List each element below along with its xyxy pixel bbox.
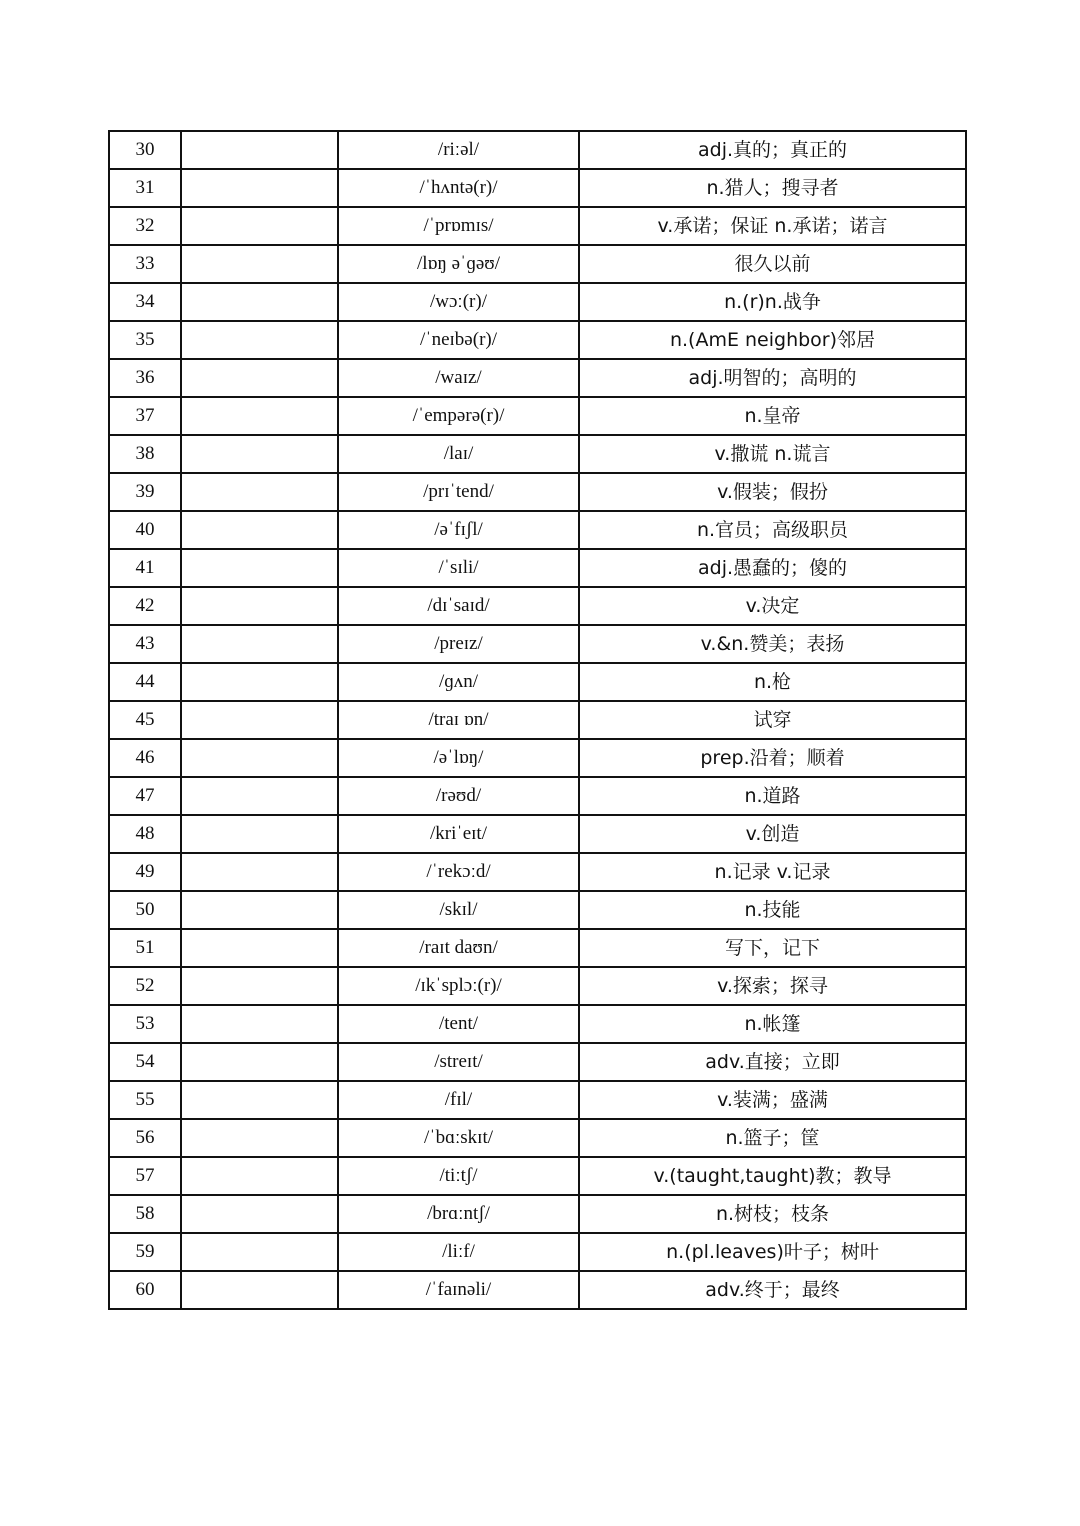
phonetic-cell: /ɡʌn/ <box>338 663 579 701</box>
phonetic-cell: /waɪz/ <box>338 359 579 397</box>
table-row <box>109 1119 966 1157</box>
word-cell <box>181 587 338 625</box>
table-row <box>109 1043 966 1081</box>
word-cell <box>181 245 338 283</box>
table-row <box>109 435 966 473</box>
word-cell <box>181 1043 338 1081</box>
word-cell <box>181 1157 338 1195</box>
table-row <box>109 321 966 359</box>
meaning-cell: adj.真的；真正的 <box>579 131 966 169</box>
row-number: 48 <box>109 815 181 853</box>
word-cell <box>181 663 338 701</box>
row-number: 51 <box>109 929 181 967</box>
phonetic-cell: /preɪz/ <box>338 625 579 663</box>
word-cell <box>181 929 338 967</box>
row-number: 49 <box>109 853 181 891</box>
phonetic-cell: /fɪl/ <box>338 1081 579 1119</box>
table-row <box>109 207 966 245</box>
row-number: 45 <box>109 701 181 739</box>
row-number: 55 <box>109 1081 181 1119</box>
word-cell <box>181 1005 338 1043</box>
row-number: 32 <box>109 207 181 245</box>
word-cell <box>181 701 338 739</box>
word-cell <box>181 967 338 1005</box>
word-cell <box>181 283 338 321</box>
meaning-cell: n.树枝；枝条 <box>579 1195 966 1233</box>
meaning-cell: v.创造 <box>579 815 966 853</box>
meaning-cell: adj.愚蠢的；傻的 <box>579 549 966 587</box>
word-cell <box>181 853 338 891</box>
meaning-cell: v.承诺；保证 n.承诺；诺言 <box>579 207 966 245</box>
table-row <box>109 245 966 283</box>
row-number: 43 <box>109 625 181 663</box>
word-cell <box>181 1119 338 1157</box>
row-number: 53 <box>109 1005 181 1043</box>
meaning-cell: v.探索；探寻 <box>579 967 966 1005</box>
word-cell <box>181 891 338 929</box>
phonetic-cell: /riːəl/ <box>338 131 579 169</box>
phonetic-cell: /ˈrekɔːd/ <box>338 853 579 891</box>
row-number: 31 <box>109 169 181 207</box>
meaning-cell: v.&n.赞美；表扬 <box>579 625 966 663</box>
phonetic-cell: /rəʊd/ <box>338 777 579 815</box>
row-number: 59 <box>109 1233 181 1271</box>
row-number: 47 <box>109 777 181 815</box>
phonetic-cell: /lɒŋ əˈɡəʊ/ <box>338 245 579 283</box>
word-cell <box>181 549 338 587</box>
meaning-cell: n.技能 <box>579 891 966 929</box>
phonetic-cell: /laɪ/ <box>338 435 579 473</box>
meaning-cell: prep.沿着；顺着 <box>579 739 966 777</box>
word-cell <box>181 473 338 511</box>
table-row <box>109 1233 966 1271</box>
table-row <box>109 777 966 815</box>
meaning-cell: 写下，记下 <box>579 929 966 967</box>
phonetic-cell: /əˈlɒŋ/ <box>338 739 579 777</box>
phonetic-cell: /əˈfɪʃl/ <box>338 511 579 549</box>
row-number: 44 <box>109 663 181 701</box>
row-number: 39 <box>109 473 181 511</box>
meaning-cell: adj.明智的；高明的 <box>579 359 966 397</box>
row-number: 30 <box>109 131 181 169</box>
word-cell <box>181 511 338 549</box>
table-row <box>109 739 966 777</box>
meaning-cell: n.道路 <box>579 777 966 815</box>
word-cell <box>181 1081 338 1119</box>
meaning-cell: n.官员；高级职员 <box>579 511 966 549</box>
phonetic-cell: /ˈhʌntə(r)/ <box>338 169 579 207</box>
row-number: 57 <box>109 1157 181 1195</box>
table-row <box>109 967 966 1005</box>
table-row <box>109 549 966 587</box>
meaning-cell: adv.终于；最终 <box>579 1271 966 1309</box>
phonetic-cell: /ˈfaɪnəli/ <box>338 1271 579 1309</box>
vocabulary-table-body <box>109 131 966 1309</box>
table-row <box>109 1195 966 1233</box>
meaning-cell: adv.直接；立即 <box>579 1043 966 1081</box>
meaning-cell: n.帐篷 <box>579 1005 966 1043</box>
phonetic-cell: /tiːtʃ/ <box>338 1157 579 1195</box>
word-cell <box>181 625 338 663</box>
row-number: 58 <box>109 1195 181 1233</box>
meaning-cell: n.篮子；筐 <box>579 1119 966 1157</box>
table-row <box>109 587 966 625</box>
table-row <box>109 283 966 321</box>
word-cell <box>181 169 338 207</box>
row-number: 50 <box>109 891 181 929</box>
row-number: 40 <box>109 511 181 549</box>
phonetic-cell: /liːf/ <box>338 1233 579 1271</box>
table-row <box>109 815 966 853</box>
phonetic-cell: /kriˈeɪt/ <box>338 815 579 853</box>
row-number: 36 <box>109 359 181 397</box>
phonetic-cell: /tent/ <box>338 1005 579 1043</box>
table-row <box>109 1157 966 1195</box>
meaning-cell: n.枪 <box>579 663 966 701</box>
word-cell <box>181 207 338 245</box>
table-row <box>109 625 966 663</box>
phonetic-cell: /skɪl/ <box>338 891 579 929</box>
row-number: 34 <box>109 283 181 321</box>
table-row <box>109 891 966 929</box>
word-cell <box>181 435 338 473</box>
word-cell <box>181 815 338 853</box>
meaning-cell: n.(r)n.战争 <box>579 283 966 321</box>
table-row <box>109 853 966 891</box>
phonetic-cell: /raɪt daʊn/ <box>338 929 579 967</box>
row-number: 60 <box>109 1271 181 1309</box>
word-cell <box>181 739 338 777</box>
phonetic-cell: /prɪˈtend/ <box>338 473 579 511</box>
row-number: 42 <box>109 587 181 625</box>
meaning-cell: v.假装；假扮 <box>579 473 966 511</box>
row-number: 56 <box>109 1119 181 1157</box>
table-row <box>109 663 966 701</box>
phonetic-cell: /ˈsɪli/ <box>338 549 579 587</box>
meaning-cell: v.决定 <box>579 587 966 625</box>
phonetic-cell: /ˈprɒmɪs/ <box>338 207 579 245</box>
meaning-cell: v.装满；盛满 <box>579 1081 966 1119</box>
row-number: 41 <box>109 549 181 587</box>
word-cell <box>181 777 338 815</box>
phonetic-cell: /ˈneɪbə(r)/ <box>338 321 579 359</box>
table-row <box>109 473 966 511</box>
table-row <box>109 1271 966 1309</box>
phonetic-cell: /ɪkˈsplɔː(r)/ <box>338 967 579 1005</box>
table-row <box>109 397 966 435</box>
table-row <box>109 131 966 169</box>
word-cell <box>181 1233 338 1271</box>
row-number: 38 <box>109 435 181 473</box>
meaning-cell: n.猎人；搜寻者 <box>579 169 966 207</box>
word-cell <box>181 1195 338 1233</box>
word-cell <box>181 397 338 435</box>
table-row <box>109 1081 966 1119</box>
meaning-cell: n.(AmE neighbor)邻居 <box>579 321 966 359</box>
phonetic-cell: /brɑːntʃ/ <box>338 1195 579 1233</box>
row-number: 54 <box>109 1043 181 1081</box>
table-row <box>109 929 966 967</box>
row-number: 46 <box>109 739 181 777</box>
phonetic-cell: /traɪ ɒn/ <box>338 701 579 739</box>
table-row <box>109 359 966 397</box>
word-cell <box>181 1271 338 1309</box>
meaning-cell: v.撒谎 n.谎言 <box>579 435 966 473</box>
table-row <box>109 1005 966 1043</box>
phonetic-cell: /dɪˈsaɪd/ <box>338 587 579 625</box>
row-number: 35 <box>109 321 181 359</box>
meaning-cell: 试穿 <box>579 701 966 739</box>
phonetic-cell: /ˈbɑːskɪt/ <box>338 1119 579 1157</box>
word-cell <box>181 359 338 397</box>
table-row <box>109 169 966 207</box>
vocabulary-table <box>108 130 967 1310</box>
word-cell <box>181 321 338 359</box>
meaning-cell: v.(taught,taught)教；教导 <box>579 1157 966 1195</box>
meaning-cell: n.记录 v.记录 <box>579 853 966 891</box>
row-number: 37 <box>109 397 181 435</box>
row-number: 33 <box>109 245 181 283</box>
meaning-cell: n.(pl.leaves)叶子；树叶 <box>579 1233 966 1271</box>
phonetic-cell: /streɪt/ <box>338 1043 579 1081</box>
word-cell <box>181 131 338 169</box>
row-number: 52 <box>109 967 181 1005</box>
meaning-cell: 很久以前 <box>579 245 966 283</box>
meaning-cell: n.皇帝 <box>579 397 966 435</box>
table-row <box>109 701 966 739</box>
phonetic-cell: /wɔː(r)/ <box>338 283 579 321</box>
table-row <box>109 511 966 549</box>
phonetic-cell: /ˈempərə(r)/ <box>338 397 579 435</box>
